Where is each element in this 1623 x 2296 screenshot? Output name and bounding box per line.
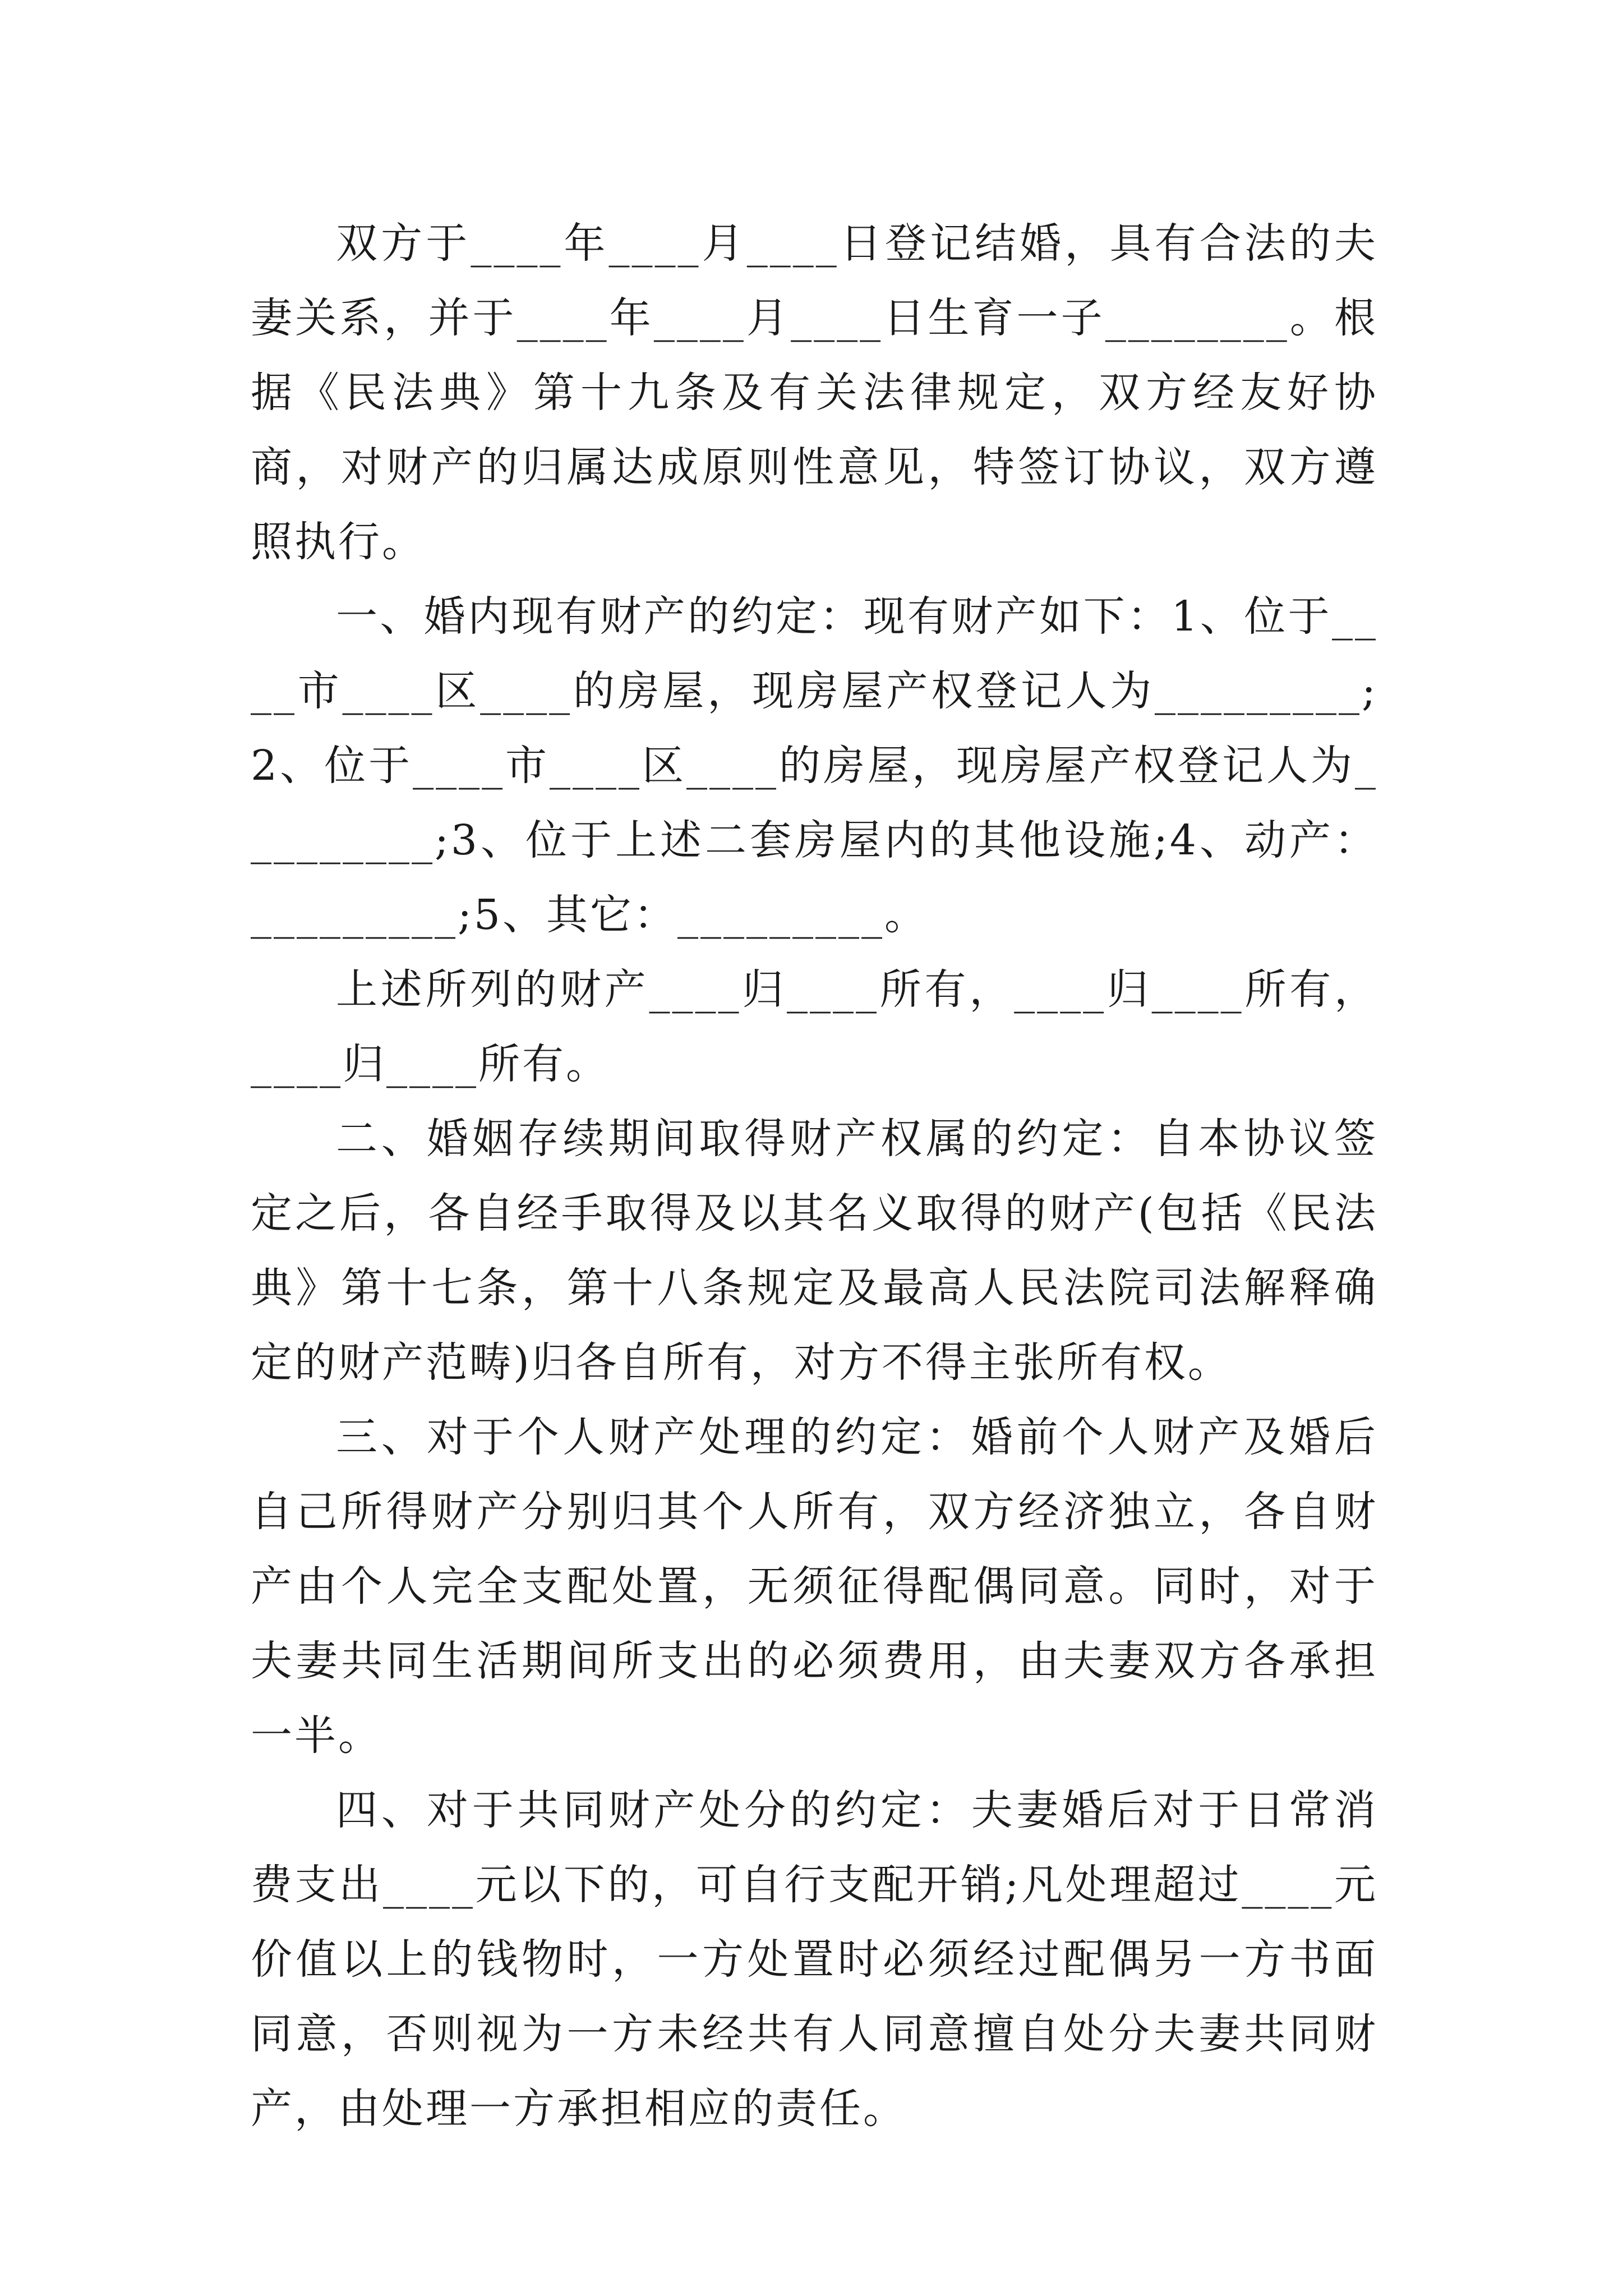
paragraph-clause-4-joint-property: 四、对于共同财产处分的约定：夫妻婚后对于日常消费支出____元以下的，可自行支配开销;凡处理超过____元价值以上的钱物时，一方处置时必须经过配偶另一方书面同意，否则视为一方未经共有人同意擅自处分夫妻共同财产，由处理一方承担相应的责任。 xyxy=(251,1786,1378,2133)
paragraph-clause-2-acquired-property: 二、婚姻存续期间取得财产权属的约定：自本协议签定之后，各自经手取得及以其名义取得的财产(包括《民法典》第十七条，第十八条规定及最高人民法院司法解释确定的财产范畴)归各自所有，对方不得主张所有权。 xyxy=(251,1115,1378,1387)
paragraph-property-ownership: 上述所列的财产____归____所有，____归____所有，____归____所有。 xyxy=(251,965,1378,1088)
paragraph-preamble: 双方于____年____月____日登记结婚，具有合法的夫妻关系，并于____年____月____日生育一子________。根据《民法典》第十九条及有关法律规定，双方经友好协商，对财产的归属达成原则性意见，特签订协议，双方遵照执行。 xyxy=(251,219,1378,566)
document-body xyxy=(251,206,1378,2146)
paragraph-clause-1-existing-property: 一、婚内现有财产的约定：现有财产如下：1、位于____市____区____的房屋，现房屋产权登记人为_________;2、位于____市____区____的房屋，现房屋产权登记人为_________;3、位于上述二套房屋内的其他设施;4、动产：_________;5、其它：_________。 xyxy=(251,592,1378,939)
paragraph-clause-3-personal-property: 三、对于个人财产处理的约定：婚前个人财产及婚后自己所得财产分别归其个人所有，双方经济独立，各自财产由个人完全支配处置，无须征得配偶同意。同时，对于夫妻共同生活期间所支出的必须费用，由夫妻双方各承担一半。 xyxy=(251,1413,1378,1760)
